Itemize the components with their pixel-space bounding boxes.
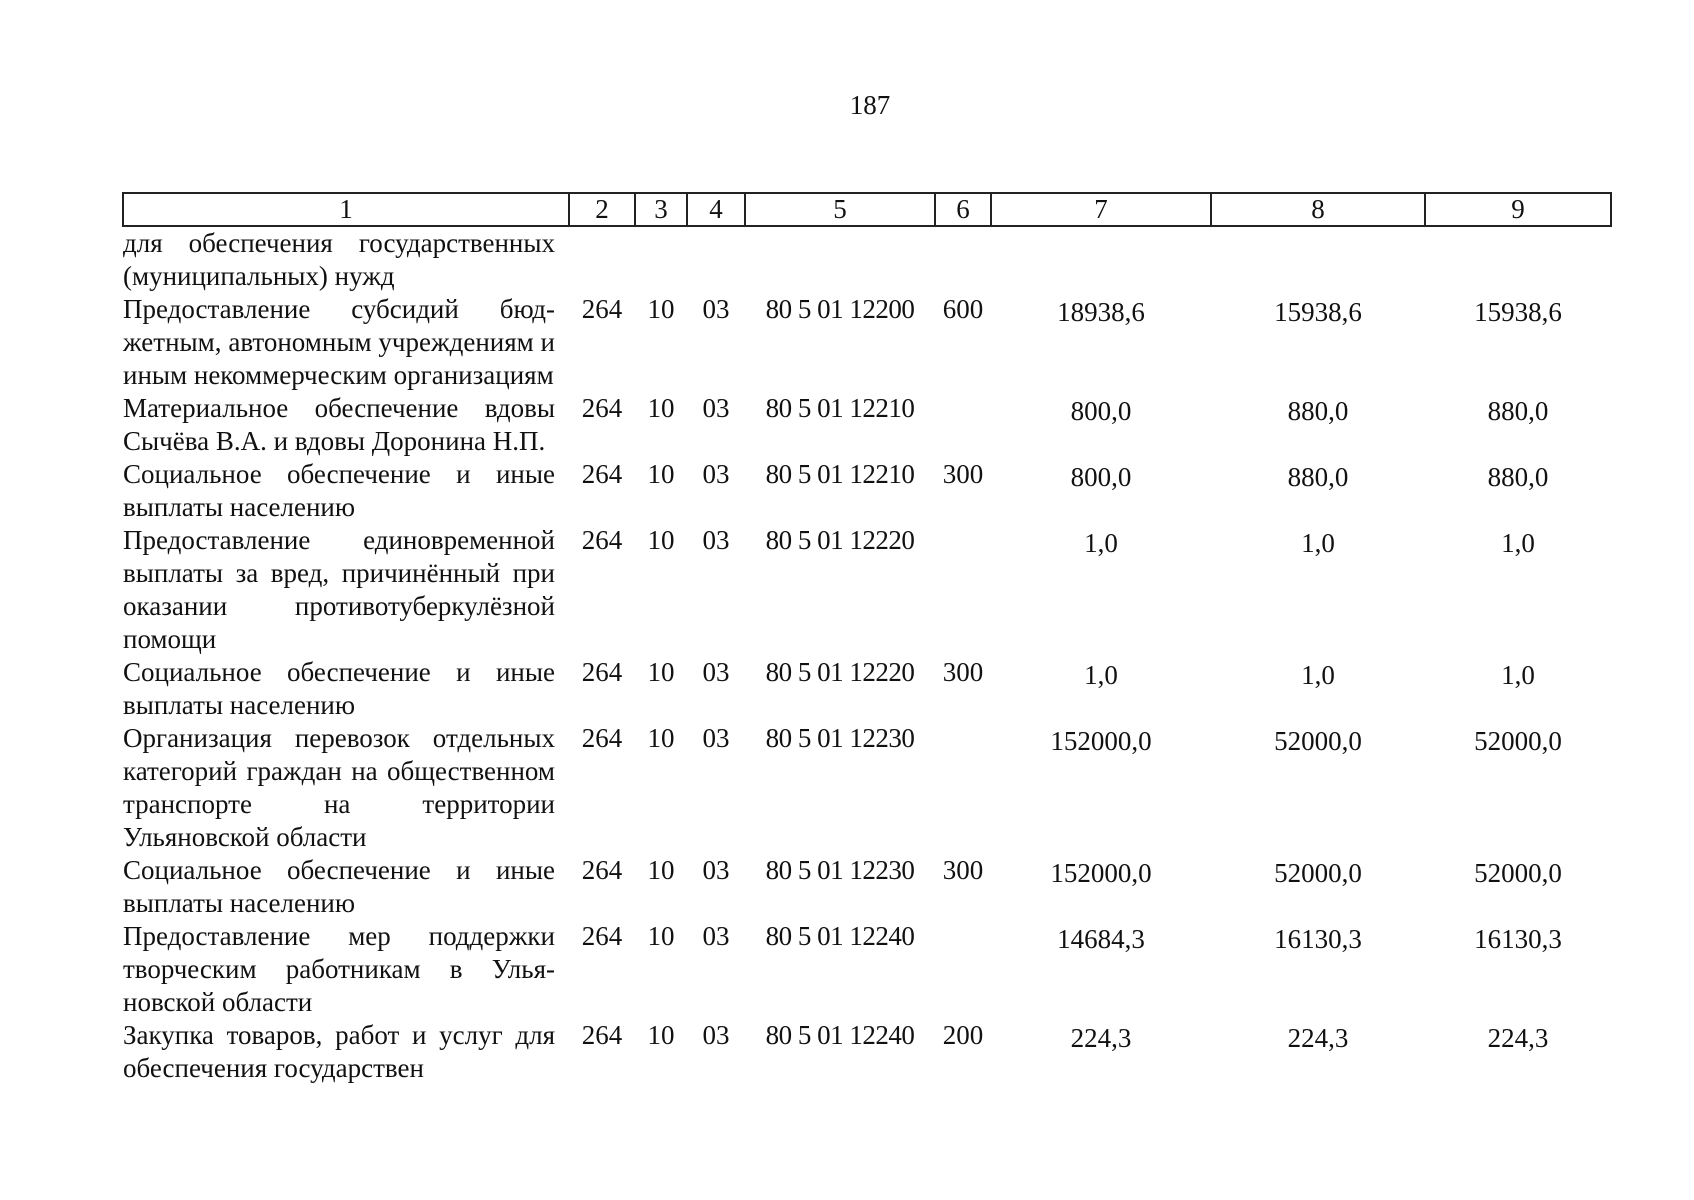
ved-code: 264 — [581, 525, 623, 555]
table-row — [123, 524, 1611, 656]
csr-code: 80 5 01 12210 — [765, 393, 915, 423]
rz-code: 10 — [647, 855, 675, 885]
vr-code: 600 — [942, 294, 984, 324]
rz-code: 10 — [647, 525, 675, 555]
amount-col8: 52000,0 — [1274, 858, 1362, 888]
header-cell: 1 — [123, 193, 569, 226]
vr-code: 300 — [942, 855, 984, 885]
row-name: Предоставление субсидий бюджетным, автономным учреждениям и иным некоммерческим организациям — [123, 294, 555, 390]
amount-col8: 16130,3 — [1274, 924, 1362, 954]
amount-col9: 52000,0 — [1474, 858, 1562, 888]
rz-code: 10 — [647, 1020, 675, 1050]
row-name: Предоставление мер поддержки творческим работникам в Ульяновской области — [123, 921, 555, 1017]
table-row — [123, 656, 1611, 722]
csr-code: 80 5 01 12200 — [765, 294, 915, 324]
amount-col7: 14684,3 — [1057, 924, 1145, 954]
csr-code: 80 5 01 12220 — [765, 525, 915, 555]
amount-col7: 224,3 — [1070, 1023, 1132, 1053]
ved-code: 264 — [581, 459, 623, 489]
amount-col9: 224,3 — [1487, 1023, 1549, 1053]
amount-col7: 152000,0 — [1050, 726, 1152, 756]
table-row — [123, 854, 1611, 920]
header-cell: 3 — [635, 193, 687, 226]
pr-code: 03 — [702, 723, 730, 753]
csr-code: 80 5 01 12240 — [765, 1020, 915, 1050]
row-name: Предоставление единовременной выплаты за вред, причинённый при оказании противотуберкулёзной помощи — [123, 525, 555, 654]
header-cell: 5 — [745, 193, 935, 226]
ved-code: 264 — [581, 921, 623, 951]
amount-col9: 16130,3 — [1474, 924, 1562, 954]
amount-col8: 15938,6 — [1274, 297, 1362, 327]
ved-code — [569, 226, 635, 293]
pr-code: 03 — [702, 657, 730, 687]
row-name: Социальное обеспечение и иные выплаты населению — [123, 459, 555, 522]
amount-col7: 1,0 — [1084, 528, 1118, 558]
row-name: Материальное обеспечение вдовы Сычёва В.А. и вдовы Доронина Н.П. — [123, 393, 555, 456]
amount-col7: 152000,0 — [1050, 858, 1152, 888]
pr-code: 03 — [702, 855, 730, 885]
ved-code: 264 — [581, 657, 623, 687]
vr-code — [935, 226, 991, 293]
table-row — [123, 920, 1611, 1019]
page-number: 187 — [849, 90, 891, 120]
amount-col7: 18938,6 — [1057, 297, 1145, 327]
pr-code: 03 — [702, 1020, 730, 1050]
header-cell: 4 — [687, 193, 745, 226]
csr-code: 80 5 01 12220 — [765, 657, 915, 687]
ved-code: 264 — [581, 1020, 623, 1050]
row-name: для обеспечения государственных (муниципальных) нужд — [123, 228, 555, 291]
budget-table — [122, 192, 1612, 1085]
ved-code: 264 — [581, 393, 623, 423]
rz-code: 10 — [647, 294, 675, 324]
amount-col8: 1,0 — [1301, 660, 1335, 690]
amount-col8: 880,0 — [1287, 396, 1349, 426]
header-cell: 6 — [935, 193, 991, 226]
amount-col8: 52000,0 — [1274, 726, 1362, 756]
rz-code: 10 — [647, 657, 675, 687]
csr-code: 80 5 01 12210 — [765, 459, 915, 489]
header-cell: 9 — [1425, 193, 1611, 226]
vr-code — [935, 722, 991, 854]
amount-col7: 1,0 — [1084, 660, 1118, 690]
pr-code: 03 — [702, 459, 730, 489]
vr-code — [935, 392, 991, 458]
csr-code: 80 5 01 12240 — [765, 921, 915, 951]
amount-col7 — [991, 226, 1211, 293]
rz-code: 10 — [647, 921, 675, 951]
row-name: Организация перевозок отдельных категорий граждан на общественном транспорте на территории Ульяновской области — [123, 723, 555, 852]
amount-col9 — [1425, 226, 1611, 293]
amount-col8: 1,0 — [1301, 528, 1335, 558]
rz-code — [635, 226, 687, 293]
pr-code: 03 — [702, 294, 730, 324]
ved-code: 264 — [581, 294, 623, 324]
amount-col9: 52000,0 — [1474, 726, 1562, 756]
row-name: Социальное обеспечение и иные выплаты населению — [123, 855, 555, 918]
amount-col8: 224,3 — [1287, 1023, 1349, 1053]
amount-col8: 880,0 — [1287, 462, 1349, 492]
table-row — [123, 722, 1611, 854]
ved-code: 264 — [581, 723, 623, 753]
rz-code: 10 — [647, 723, 675, 753]
row-name: Закупка товаров, работ и услуг для обеспечения государствен — [123, 1020, 555, 1083]
table-row — [123, 458, 1611, 524]
header-cell: 2 — [569, 193, 635, 226]
header-cell: 8 — [1211, 193, 1425, 226]
vr-code — [935, 524, 991, 656]
amount-col7: 800,0 — [1070, 396, 1132, 426]
table-row — [123, 293, 1611, 392]
amount-col9: 1,0 — [1501, 528, 1535, 558]
vr-code: 200 — [942, 1020, 984, 1050]
table-row — [123, 226, 1611, 293]
vr-code: 300 — [942, 459, 984, 489]
amount-col7: 800,0 — [1070, 462, 1132, 492]
rz-code: 10 — [647, 393, 675, 423]
amount-col9: 15938,6 — [1474, 297, 1562, 327]
ved-code: 264 — [581, 855, 623, 885]
amount-col8 — [1211, 226, 1425, 293]
header-cell: 7 — [991, 193, 1211, 226]
amount-col9: 1,0 — [1501, 660, 1535, 690]
pr-code: 03 — [702, 525, 730, 555]
amount-col9: 880,0 — [1487, 462, 1549, 492]
csr-code — [745, 226, 935, 293]
pr-code — [687, 226, 745, 293]
rz-code: 10 — [647, 459, 675, 489]
pr-code: 03 — [702, 921, 730, 951]
csr-code: 80 5 01 12230 — [765, 723, 915, 753]
pr-code: 03 — [702, 393, 730, 423]
table-row — [123, 1019, 1611, 1085]
csr-code: 80 5 01 12230 — [765, 855, 915, 885]
vr-code — [935, 920, 991, 1019]
row-name: Социальное обеспечение и иные выплаты населению — [123, 657, 555, 720]
header-row — [123, 193, 1611, 226]
vr-code: 300 — [942, 657, 984, 687]
amount-col9: 880,0 — [1487, 396, 1549, 426]
table-row — [123, 392, 1611, 458]
